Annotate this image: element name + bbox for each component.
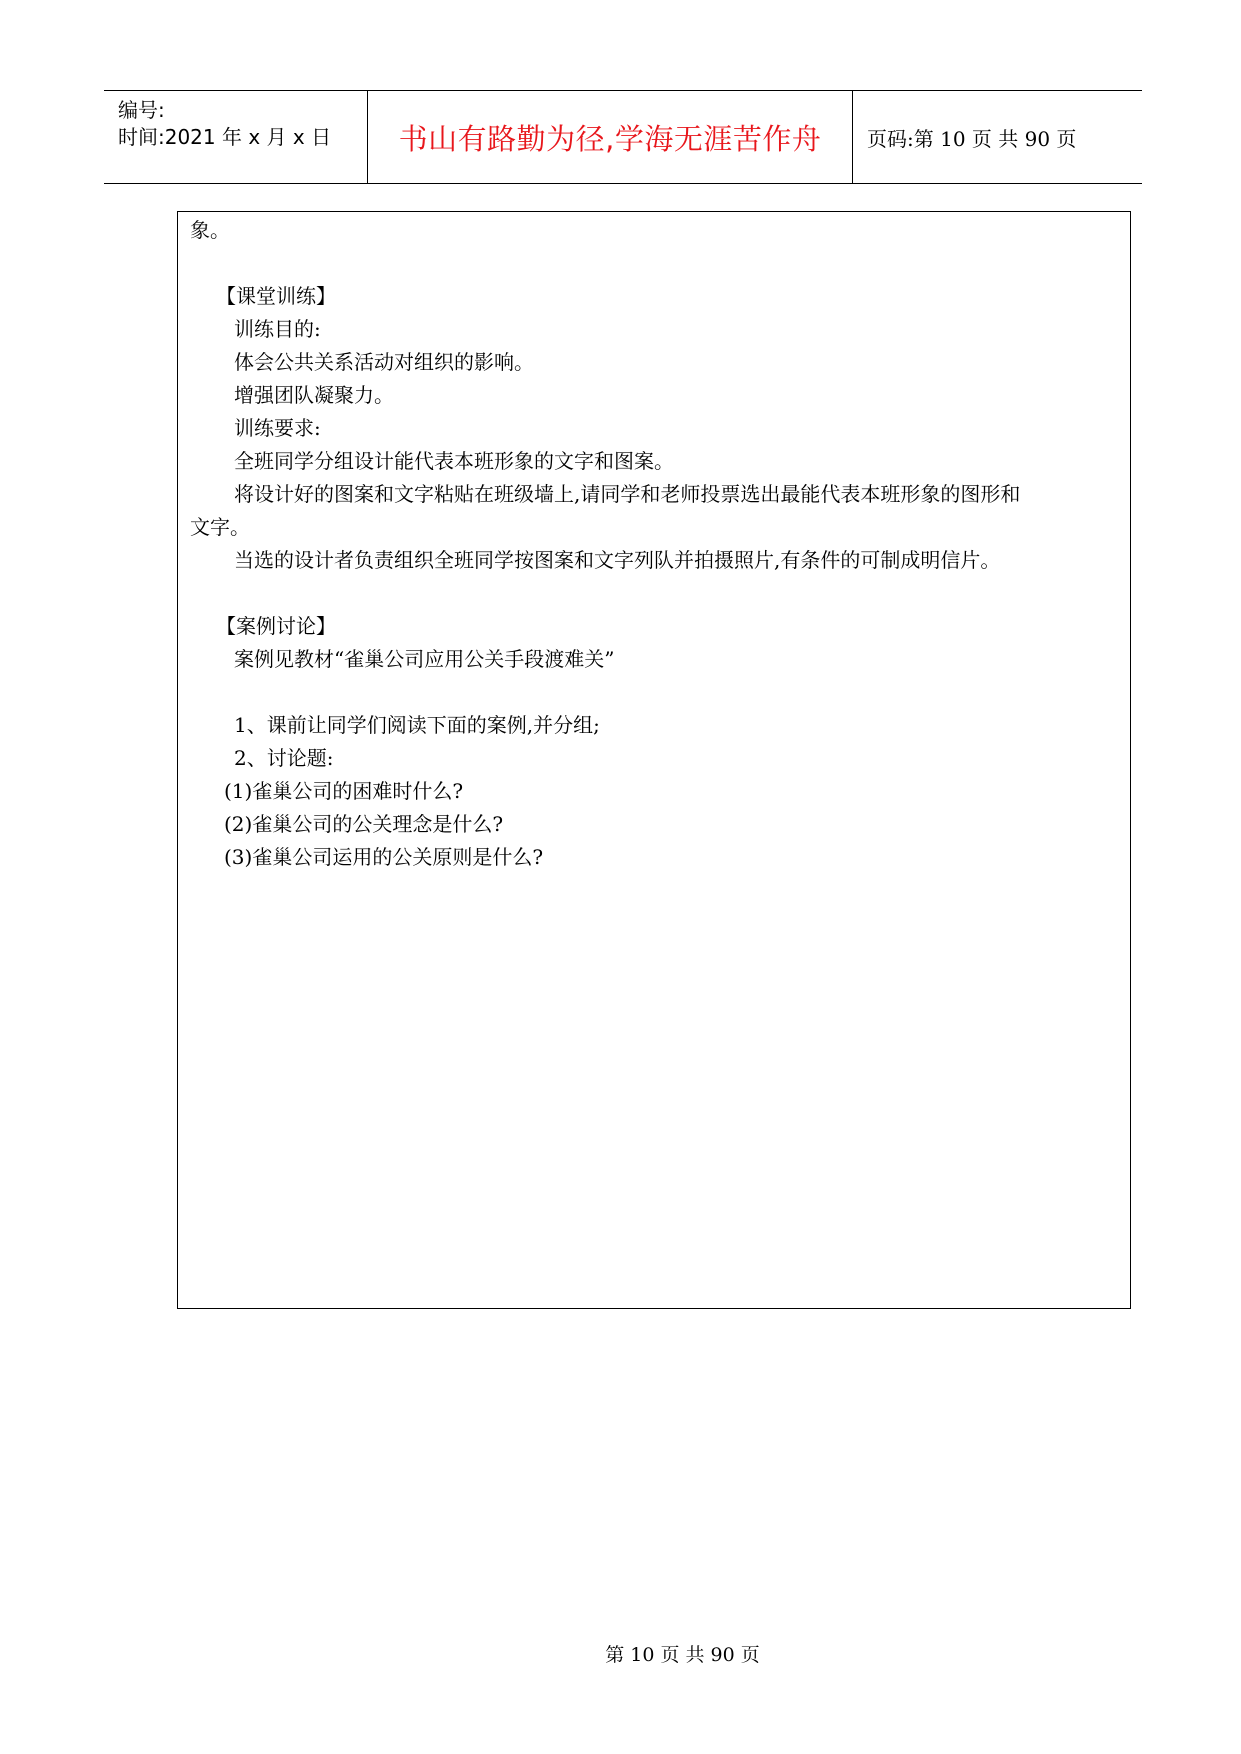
training-heading: 【课堂训练】 [216, 284, 336, 308]
purpose-item-2: 增强团队凝聚力。 [234, 383, 394, 407]
document-number-label: 编号: [118, 98, 165, 122]
content-box [177, 211, 1131, 1309]
purpose-label: 训练目的: [234, 317, 321, 341]
step-2: 2、讨论题: [234, 746, 334, 770]
case-source: 案例见教材“雀巢公司应用公关手段渡难关” [234, 647, 615, 671]
document-time-label: 时间:2021 年 x 月 x 日 [118, 125, 332, 149]
case-heading: 【案例讨论】 [216, 614, 336, 638]
purpose-item-1: 体会公共关系活动对组织的影响。 [234, 350, 534, 374]
requirement-item-2-line-1: 将设计好的图案和文字粘贴在班级墙上,请同学和老师投票选出最能代表本班形象的图形和 [234, 482, 1021, 506]
page-header [104, 90, 1142, 184]
requirement-label: 训练要求: [234, 416, 321, 440]
question-1: (1)雀巢公司的困难时什么? [224, 779, 464, 803]
header-motto: 书山有路勤为径,学海无涯苦作舟 [368, 91, 853, 183]
requirement-item-1: 全班同学分组设计能代表本班形象的文字和图案。 [234, 449, 674, 473]
header-meta-cell [104, 91, 368, 183]
requirement-item-2-line-2: 文字。 [190, 515, 250, 539]
question-3: (3)雀巢公司运用的公关原则是什么? [224, 845, 544, 869]
header-page-label: 页码:第 10 页 共 90 页 [867, 126, 1077, 151]
requirement-item-3: 当选的设计者负责组织全班同学按图案和文字列队并拍摄照片,有条件的可制成明信片。 [234, 548, 1001, 572]
step-1: 1、课前让同学们阅读下面的案例,并分组; [234, 713, 600, 737]
line-continuation: 象。 [190, 218, 230, 242]
page-footer: 第 10 页 共 90 页 [605, 1644, 760, 1666]
question-2: (2)雀巢公司的公关理念是什么? [224, 812, 504, 836]
